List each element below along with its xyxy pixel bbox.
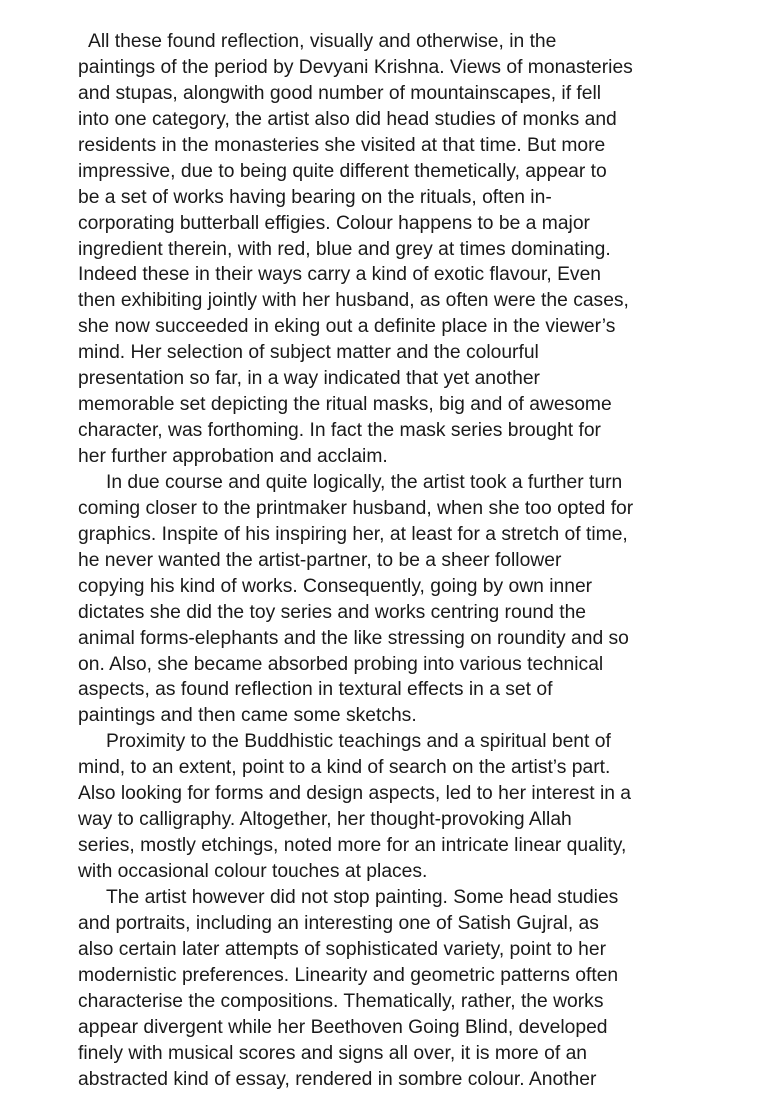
text-line: modernistic preferences. Linearity and geometric patterns often (78, 964, 619, 986)
text-line: her further approbation and acclaim. (78, 446, 388, 467)
text-line: presentation so far, in a way indicated that yet another (78, 368, 540, 390)
paragraph (78, 885, 718, 1093)
text-line: he never wanted the artist-partner, to be a sheer follower (78, 549, 562, 571)
text-line: character, was forthoming. In fact the mask series brought for (78, 420, 601, 442)
text-line: on. Also, she became absorbed probing into various technical (78, 653, 604, 675)
text-line: also certain later attempts of sophisticated variety, point to her (78, 938, 607, 960)
text-line: dictates she did the toy series and works centring round the (78, 601, 587, 623)
text-line: into one category, the artist also did head studies of monks and (78, 108, 617, 130)
text-line: she now succeeded in eking out a definite place in the viewer’s (78, 316, 616, 338)
text-line: copying his kind of works. Consequently, going by own inner (78, 575, 593, 597)
text-line: paintings of the period by Devyani Krishna. Views of monasteries (78, 56, 633, 78)
text-line: impressive, due to being quite different themetically, appear to (78, 160, 607, 182)
paragraph (78, 29, 718, 470)
text-line: and stupas, alongwith good number of mountainscapes, if fell (78, 82, 602, 104)
text-line: Also looking for forms and design aspects, led to her interest in a (78, 783, 632, 805)
text-line: In due course and quite logically, the artist took a further turn (106, 471, 623, 493)
text-line: mind, to an extent, point to a kind of search on the artist’s part. (78, 757, 611, 779)
text-line: way to calligraphy. Altogether, her thought-provoking Allah (78, 809, 572, 831)
text-line: ingredient therein, with red, blue and grey at times dominating. (78, 238, 611, 260)
text-line: finely with musical scores and signs all over, it is more of an (78, 1042, 588, 1064)
text-line: All these found reflection, visually and otherwise, in the (88, 31, 557, 52)
text-line: aspects, as found reflection in textural effects in a set of (78, 679, 553, 701)
text-line: The artist however did not stop painting. Some head studies (106, 886, 619, 908)
text-line: animal forms-elephants and the like stressing on roundity and so (78, 627, 629, 649)
text-line: and portraits, including an interesting one of Satish Gujral, as (78, 912, 599, 934)
text-line: coming closer to the printmaker husband, when she too opted for (78, 497, 634, 519)
text-line: appear divergent while her Beethoven Going Blind, developed (78, 1016, 608, 1038)
text-line: series, mostly etchings, noted more for an intricate linear quality, (78, 835, 627, 857)
text-line: Indeed these in their ways carry a kind of exotic flavour, Even (78, 264, 602, 286)
text-line: graphics. Inspite of his inspiring her, at least for a stretch of time, (78, 523, 628, 545)
paragraph (78, 470, 718, 729)
text-line: corporating butterball effigies. Colour happens to be a major (78, 212, 590, 234)
text-line: with occasional colour touches at places. (78, 861, 428, 882)
text-line: paintings and then came some sketchs. (78, 705, 417, 727)
text-line: then exhibiting jointly with her husband, as often were the cases, (78, 290, 629, 312)
text-line: characterise the compositions. Thematically, rather, the works (78, 990, 604, 1012)
text-line: residents in the monasteries she visited at that time. But more (78, 134, 606, 156)
text-line: memorable set depicting the ritual masks, big and of awesome (78, 394, 612, 416)
document-page (78, 29, 718, 1092)
text-line: mind. Her selection of subject matter and the colourful (78, 342, 539, 364)
paragraph (78, 729, 718, 885)
text-line: Proximity to the Buddhistic teachings and a spiritual bent of (106, 731, 611, 753)
text-line: abstracted kind of essay, rendered in sombre colour. Another (78, 1068, 597, 1090)
text-line: be a set of works having bearing on the rituals, often in- (78, 186, 552, 208)
